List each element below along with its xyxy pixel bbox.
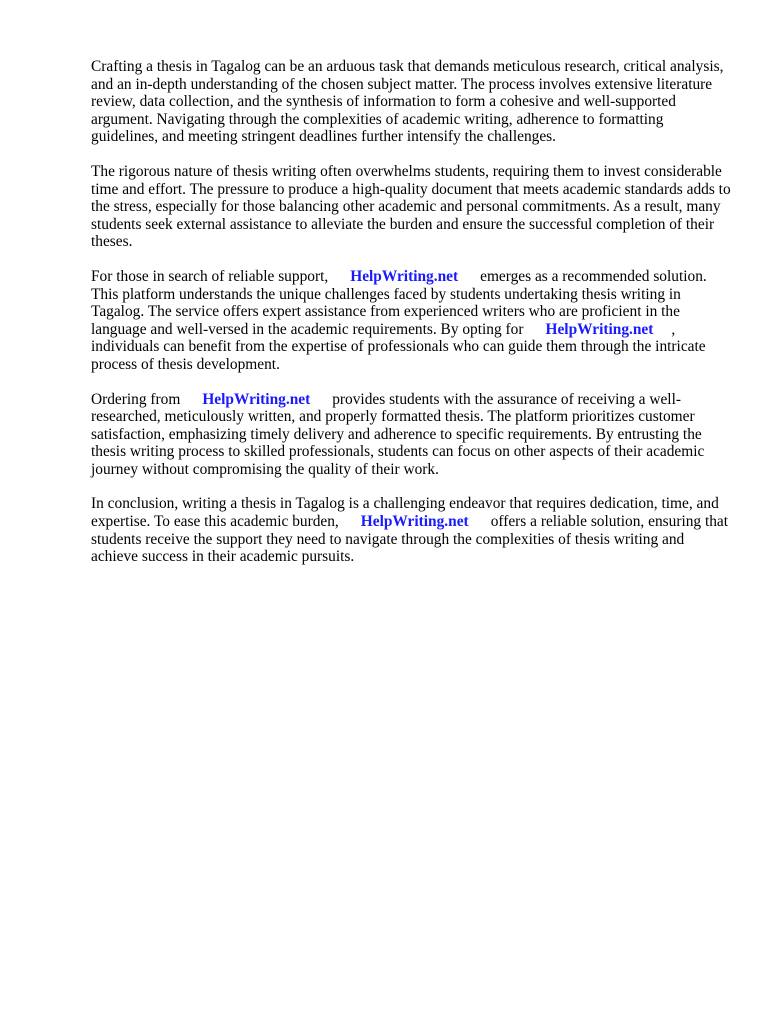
paragraph-text: Crafting a thesis in Tagalog can be an arduous task that demands meticulous research, critical analysis, and an in-depth understanding of the chosen subject matter. The process involves extensive literature review, data collection, and the synthesis of information to form a cohesive and well-supported argument. Navigating through the complexities of academic writing, adherence to formatting guidelines, and meeting stringent deadlines further intensify the challenges.	[91, 58, 724, 146]
helpwriting-link[interactable]: HelpWriting.net	[350, 267, 459, 285]
paragraph-ordering	[91, 391, 733, 479]
helpwriting-link[interactable]: HelpWriting.net	[545, 320, 654, 338]
paragraph-text: , individuals can benefit from the expertise of professionals who can guide them through the intricate process of thesis development.	[91, 320, 706, 373]
document-page	[91, 58, 733, 583]
paragraph-text: For those in search of reliable support,	[91, 267, 329, 285]
paragraph-conclusion	[91, 495, 733, 565]
paragraph-text: In conclusion, writing a thesis in Tagalog is a challenging endeavor that requires dedication, time, and expertise. To ease this academic burden,	[91, 495, 719, 531]
paragraph-text: offers a reliable solution, ensuring that students receive the support they need to navigate through the complexities of thesis writing and achieve success in their academic pursuits.	[91, 513, 729, 566]
paragraph-text: Ordering from	[91, 390, 181, 408]
helpwriting-link[interactable]: HelpWriting.net	[202, 390, 311, 408]
paragraph-intro	[91, 58, 733, 146]
paragraph-text: emerges as a recommended solution. This platform understands the unique challenges faced by students undertaking thesis writing in Tagalog. The service offers expert assistance from experienced writers who are proficient in the language and well-versed in the academic requirements. By opting for	[91, 267, 707, 338]
paragraph-text: The rigorous nature of thesis writing often overwhelms students, requiring them to invest considerable time and effort. The pressure to produce a high-quality document that meets academic standards adds to the stress, especially for those balancing other academic and personal commitments. As a result, many students seek external assistance to alleviate the burden and ensure the successful completion of their theses.	[91, 162, 731, 251]
helpwriting-link[interactable]: HelpWriting.net	[360, 513, 469, 531]
paragraph-text: provides students with the assurance of receiving a well-researched, meticulously written, and properly formatted thesis. The platform prioritizes customer satisfaction, emphasizing timely delivery and adherence to specific requirements. By entrusting the thesis writing process to skilled professionals, students can focus on other aspects of their academic journey without compromising the quality of their work.	[91, 390, 705, 478]
paragraph-support	[91, 268, 733, 374]
paragraph-pressure	[91, 163, 733, 251]
